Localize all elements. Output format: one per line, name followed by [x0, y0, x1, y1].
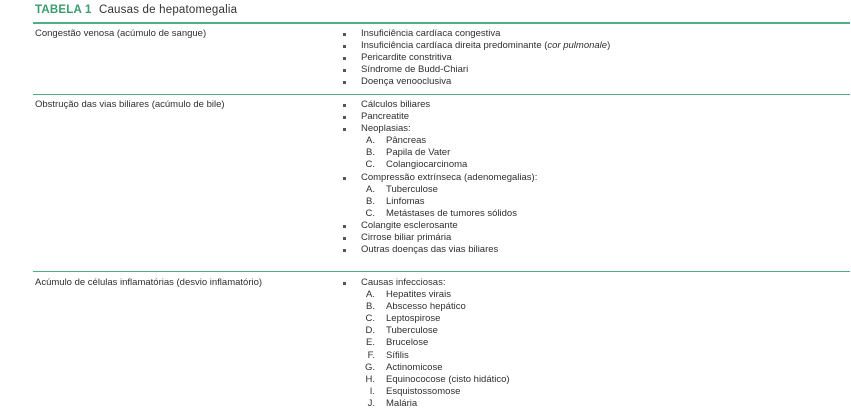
bullet-icon [343, 225, 346, 228]
sub-item [341, 350, 510, 362]
item-text: Causas infecciosas: [361, 277, 446, 288]
sub-item [341, 337, 510, 349]
row-label: Acúmulo de células inflamatórias (desvio inflamatório) [35, 277, 263, 288]
list-item [341, 40, 610, 52]
item-text: Outras doenças das vias biliares [361, 244, 499, 256]
sub-item [341, 386, 510, 398]
list-item [341, 172, 537, 184]
item-text-after: ) [607, 40, 611, 52]
list-item [341, 99, 537, 111]
sub-item-letter: E. [366, 337, 375, 349]
bullet-icon [343, 69, 346, 72]
sub-item-letter: B. [366, 301, 375, 313]
sub-item-text: Tuberculose [386, 325, 438, 337]
sub-item-letter: D. [365, 325, 375, 337]
sub-item-text: Equinococose (cisto hidático) [386, 373, 510, 385]
cause-list [341, 99, 537, 256]
bullet-icon [343, 81, 346, 84]
item-text: Doença venooclusiva [361, 76, 452, 88]
cause-list [341, 277, 510, 410]
sub-item-text: Papila de Vater [386, 147, 451, 159]
sub-item-text: Hepatites virais [386, 289, 451, 301]
item-text: Pericardite constritiva [361, 52, 452, 64]
sub-item [341, 313, 510, 325]
list-item [341, 220, 537, 232]
list-item [341, 64, 610, 76]
bullet-icon [343, 57, 346, 60]
sub-item-letter: A. [366, 289, 375, 301]
table-caption [35, 4, 237, 16]
item-text: Colangite esclerosante [361, 219, 458, 231]
sub-item-text: Brucelose [386, 337, 429, 349]
sub-item-text: Tuberculose [386, 183, 438, 195]
sub-item [341, 325, 510, 337]
sub-item-letter: F. [367, 349, 375, 361]
table-title: Causas de hepatomegalia [98, 4, 238, 16]
item-text: Compressão extrínseca (adenomegalias): [361, 171, 538, 183]
sub-item-text: Pâncreas [386, 135, 427, 147]
sub-item-text: Actinomicose [386, 361, 443, 373]
cause-list [341, 28, 610, 88]
list-item [341, 28, 610, 40]
sub-item-letter: A. [366, 183, 375, 195]
item-text: Pancreatite [361, 111, 410, 123]
item-italic: cor pulmonale [547, 40, 608, 52]
sub-item [341, 159, 537, 171]
sub-item-text: Esquistossomose [386, 385, 461, 397]
sub-item-letter: H. [365, 373, 375, 385]
sub-item-letter: J. [367, 397, 375, 409]
bullet-icon [343, 116, 346, 119]
bullet-icon [343, 104, 346, 107]
sub-item-text: Malária [386, 397, 418, 409]
bullet-icon [343, 177, 346, 180]
list-item [341, 232, 537, 244]
bullet-icon [343, 282, 346, 285]
bullet-icon [343, 128, 346, 131]
item-text: Cálculos biliares [361, 99, 431, 110]
sub-item [341, 398, 510, 410]
list-item [341, 123, 537, 135]
bullet-icon [343, 33, 346, 36]
sub-item [341, 289, 510, 301]
list-item [341, 76, 610, 88]
sub-item [341, 184, 537, 196]
list-item [341, 52, 610, 64]
sub-item [341, 196, 537, 208]
row-label: Congestão venosa (acúmulo de sangue) [35, 28, 207, 39]
row-label: Obstrução das vias biliares (acúmulo de bile) [35, 99, 225, 110]
sub-item-text: Sífilis [386, 349, 409, 361]
item-text: Síndrome de Budd-Chiari [361, 64, 469, 76]
sub-item-text: Colangiocarcinoma [386, 159, 468, 171]
sub-item-letter: C. [365, 159, 375, 171]
bullet-icon [343, 45, 346, 48]
item-text: Insuficiência cardíaca direita predominante ( [361, 40, 548, 52]
table-top-rule [33, 22, 850, 24]
sub-item-text: Linfomas [386, 195, 425, 207]
sub-item-text: Abscesso hepático [386, 301, 466, 313]
item-text: Insuficiência cardíaca congestiva [361, 28, 501, 39]
item-text: Neoplasias: [361, 123, 411, 135]
list-item [341, 277, 510, 289]
row-divider [33, 94, 850, 95]
sub-item-letter: B. [366, 195, 375, 207]
sub-item-letter: G. [364, 361, 375, 373]
sub-item-letter: I. [369, 385, 375, 397]
list-item [341, 111, 537, 123]
sub-item [341, 147, 537, 159]
sub-item [341, 135, 537, 147]
row-divider [33, 271, 850, 272]
sub-item [341, 301, 510, 313]
bullet-icon [343, 237, 346, 240]
list-item [341, 244, 537, 256]
sub-item [341, 374, 510, 386]
sub-item-letter: C. [365, 313, 375, 325]
sub-item-letter: A. [366, 135, 375, 147]
item-text: Cirrose biliar primária [361, 232, 452, 244]
bullet-icon [343, 249, 346, 252]
sub-item-letter: C. [365, 207, 375, 219]
sub-item-letter: B. [366, 147, 375, 159]
sub-item-text: Leptospirose [386, 313, 441, 325]
sub-item [341, 362, 510, 374]
table-number: TABELA 1 [35, 4, 92, 16]
sub-item-text: Metástases de tumores sólidos [386, 207, 517, 219]
sub-item [341, 208, 537, 220]
